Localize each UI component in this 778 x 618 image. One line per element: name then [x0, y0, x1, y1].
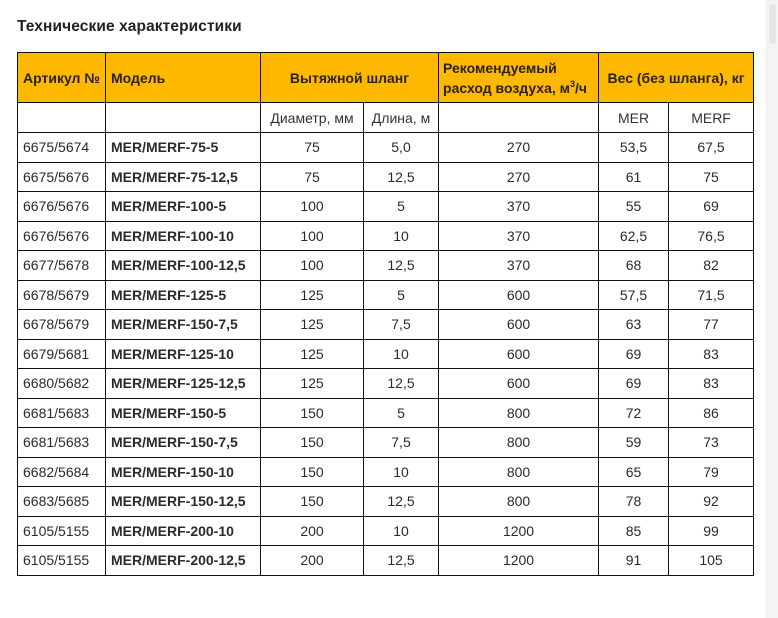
cell-length: 10: [364, 457, 439, 487]
cell-weight-mer: 53,5: [599, 133, 669, 163]
subheader-article: [18, 103, 106, 133]
cell-article: 6678/5679: [18, 310, 106, 340]
cell-article: 6683/5685: [18, 487, 106, 517]
cell-diameter: 150: [261, 428, 364, 458]
cell-weight-mer: 68: [599, 251, 669, 281]
table-row: [18, 546, 754, 576]
table-row: [18, 251, 754, 281]
cell-weight-merf: 71,5: [669, 280, 754, 310]
cell-model: MER/MERF-125-12,5: [106, 369, 261, 399]
header-model: Модель: [106, 53, 261, 103]
cell-airflow: 800: [439, 487, 599, 517]
cell-airflow: 600: [439, 339, 599, 369]
cell-diameter: 150: [261, 487, 364, 517]
cell-diameter: 100: [261, 192, 364, 222]
cell-weight-mer: 72: [599, 398, 669, 428]
cell-length: 5: [364, 280, 439, 310]
subheader-airflow: [439, 103, 599, 133]
cell-article: 6105/5155: [18, 516, 106, 546]
cell-airflow: 270: [439, 133, 599, 163]
cell-diameter: 200: [261, 546, 364, 576]
cell-weight-mer: 62,5: [599, 221, 669, 251]
table-row: [18, 162, 754, 192]
cell-model: MER/MERF-100-10: [106, 221, 261, 251]
cell-weight-merf: 69: [669, 192, 754, 222]
cell-weight-mer: 69: [599, 339, 669, 369]
cell-article: 6677/5678: [18, 251, 106, 281]
cell-airflow: 370: [439, 221, 599, 251]
table-row: [18, 398, 754, 428]
table-row: [18, 457, 754, 487]
cell-length: 12,5: [364, 251, 439, 281]
cell-article: 6675/5676: [18, 162, 106, 192]
cell-weight-merf: 79: [669, 457, 754, 487]
table-row: [18, 516, 754, 546]
cell-weight-mer: 69: [599, 369, 669, 399]
cell-weight-mer: 78: [599, 487, 669, 517]
cell-model: MER/MERF-75-5: [106, 133, 261, 163]
cell-length: 7,5: [364, 428, 439, 458]
cell-airflow: 370: [439, 251, 599, 281]
header-airflow-line2: расход воздуха, м: [443, 79, 571, 96]
cell-weight-mer: 63: [599, 310, 669, 340]
cell-weight-merf: 82: [669, 251, 754, 281]
cell-length: 10: [364, 516, 439, 546]
table-row: [18, 192, 754, 222]
table-row: [18, 339, 754, 369]
cell-article: 6681/5683: [18, 398, 106, 428]
cell-model: MER/MERF-100-12,5: [106, 251, 261, 281]
subheader-mer: MER: [599, 103, 669, 133]
cell-weight-mer: 57,5: [599, 280, 669, 310]
cell-airflow: 600: [439, 310, 599, 340]
cell-weight-mer: 61: [599, 162, 669, 192]
cell-airflow: 600: [439, 280, 599, 310]
cell-article: 6675/5674: [18, 133, 106, 163]
cell-article: 6678/5679: [18, 280, 106, 310]
cell-weight-merf: 83: [669, 339, 754, 369]
table-row: [18, 428, 754, 458]
cell-diameter: 150: [261, 457, 364, 487]
cell-length: 12,5: [364, 546, 439, 576]
cell-model: MER/MERF-200-10: [106, 516, 261, 546]
table-row: [18, 221, 754, 251]
cell-length: 5,0: [364, 133, 439, 163]
table-row: [18, 310, 754, 340]
cell-article: 6682/5684: [18, 457, 106, 487]
cell-model: MER/MERF-200-12,5: [106, 546, 261, 576]
cell-article: 6105/5155: [18, 546, 106, 576]
cell-weight-merf: 67,5: [669, 133, 754, 163]
cell-weight-mer: 59: [599, 428, 669, 458]
cell-diameter: 75: [261, 162, 364, 192]
cell-article: 6679/5681: [18, 339, 106, 369]
table-subheader-row: [18, 103, 754, 133]
table-row: [18, 280, 754, 310]
cell-length: 7,5: [364, 310, 439, 340]
table-header-row: [18, 53, 754, 103]
cell-airflow: 270: [439, 162, 599, 192]
header-airflow-line1: Рекомендуемый: [443, 59, 557, 76]
cell-diameter: 100: [261, 221, 364, 251]
cell-weight-merf: 99: [669, 516, 754, 546]
cell-model: MER/MERF-150-7,5: [106, 310, 261, 340]
header-article: Артикул №: [18, 53, 106, 103]
cell-diameter: 125: [261, 339, 364, 369]
header-airflow: [439, 53, 599, 103]
cell-weight-mer: 85: [599, 516, 669, 546]
cell-airflow: 1200: [439, 516, 599, 546]
header-airflow-sup: 3: [570, 78, 576, 89]
subheader-diameter: Диаметр, мм: [261, 103, 364, 133]
section-title: Технические характеристики: [17, 18, 242, 35]
cell-airflow: 800: [439, 398, 599, 428]
subheader-model: [106, 103, 261, 133]
cell-airflow: 800: [439, 428, 599, 458]
cell-length: 12,5: [364, 369, 439, 399]
cell-length: 12,5: [364, 162, 439, 192]
cell-model: MER/MERF-150-5: [106, 398, 261, 428]
cell-diameter: 75: [261, 133, 364, 163]
cell-weight-mer: 55: [599, 192, 669, 222]
cell-weight-mer: 91: [599, 546, 669, 576]
table-row: [18, 369, 754, 399]
cell-diameter: 125: [261, 310, 364, 340]
cell-length: 10: [364, 339, 439, 369]
cell-weight-merf: 105: [669, 546, 754, 576]
header-hose: Вытяжной шланг: [261, 53, 439, 103]
cell-diameter: 125: [261, 280, 364, 310]
cell-length: 5: [364, 398, 439, 428]
cell-airflow: 600: [439, 369, 599, 399]
cell-weight-merf: 83: [669, 369, 754, 399]
cell-weight-merf: 86: [669, 398, 754, 428]
table-row: [18, 133, 754, 163]
vertical-scrollbar[interactable]: [766, 0, 778, 618]
specifications-table: [17, 52, 754, 576]
cell-length: 10: [364, 221, 439, 251]
cell-article: 6681/5683: [18, 428, 106, 458]
header-weight: Вес (без шланга), кг: [599, 53, 754, 103]
cell-article: 6676/5676: [18, 192, 106, 222]
cell-weight-merf: 77: [669, 310, 754, 340]
cell-model: MER/MERF-150-7,5: [106, 428, 261, 458]
cell-airflow: 1200: [439, 546, 599, 576]
table-row: [18, 487, 754, 517]
subheader-merf: MERF: [669, 103, 754, 133]
cell-diameter: 100: [261, 251, 364, 281]
cell-model: MER/MERF-150-10: [106, 457, 261, 487]
cell-diameter: 150: [261, 398, 364, 428]
cell-model: MER/MERF-75-12,5: [106, 162, 261, 192]
cell-diameter: 200: [261, 516, 364, 546]
cell-weight-merf: 75: [669, 162, 754, 192]
cell-weight-mer: 65: [599, 457, 669, 487]
header-airflow-unit: /ч: [575, 79, 588, 96]
cell-length: 12,5: [364, 487, 439, 517]
cell-model: MER/MERF-150-12,5: [106, 487, 261, 517]
cell-airflow: 370: [439, 192, 599, 222]
scrollbar-thumb[interactable]: [769, 4, 776, 44]
subheader-length: Длина, м: [364, 103, 439, 133]
cell-length: 5: [364, 192, 439, 222]
cell-weight-merf: 76,5: [669, 221, 754, 251]
cell-diameter: 125: [261, 369, 364, 399]
cell-model: MER/MERF-100-5: [106, 192, 261, 222]
cell-weight-merf: 73: [669, 428, 754, 458]
cell-article: 6680/5682: [18, 369, 106, 399]
cell-model: MER/MERF-125-10: [106, 339, 261, 369]
cell-airflow: 800: [439, 457, 599, 487]
cell-model: MER/MERF-125-5: [106, 280, 261, 310]
cell-article: 6676/5676: [18, 221, 106, 251]
cell-weight-merf: 92: [669, 487, 754, 517]
